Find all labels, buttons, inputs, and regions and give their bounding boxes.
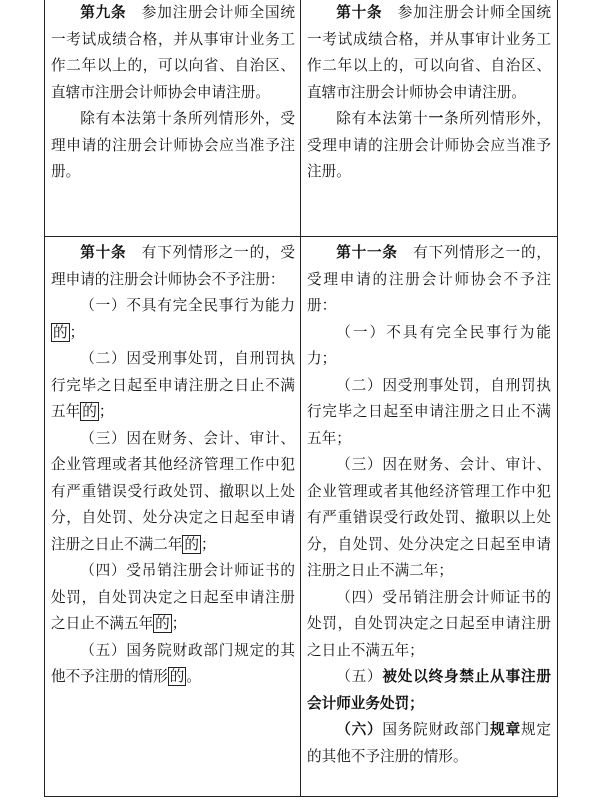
item-end: ； — [98, 403, 114, 420]
new-article-10-cell — [307, 0, 551, 186]
new-item-4: （四）受吊销注册会计师证书的处罚，自处罚决定之日起至申请注册之日止不满五年； — [307, 588, 551, 659]
item-text: 规定的其他不予注册的情形。 — [307, 721, 551, 765]
item-text: （三）因在财务、会计、审计、企业管理或者其他经济管理工作中犯有严重错误受行政处罚、撤职以上处分，自处罚、处分决定之日起至申请注册之日止不满二年 — [51, 429, 295, 553]
old-article-10-intro — [51, 240, 295, 293]
article-number: 第九条 — [80, 4, 127, 21]
old-item-2 — [51, 346, 295, 426]
article-text: 参加注册会计师全国统一考试成绩合格，并从事审计业务工作二年以上的，可以向省、自治区、直辖市注册会计师协会申请注册。 — [307, 4, 551, 101]
deleted-char-box: 的 — [184, 535, 199, 553]
new-article-10-para-2 — [307, 106, 551, 186]
inserted-text: 一 — [428, 110, 444, 127]
old-item-5 — [51, 638, 295, 691]
new-item-2: （二）因受刑事处罚，自刑罚执行完毕之日起至申请注册之日止不满五年； — [307, 376, 551, 447]
old-article-10-cell — [51, 240, 295, 691]
article-text: 有下列情形之一的，受理申请的注册会计师协会不予注册： — [307, 244, 551, 314]
new-item-1: （一）不具有完全民事行为能力； — [307, 323, 551, 367]
item-end: 。 — [186, 668, 201, 685]
old-item-1 — [51, 293, 295, 346]
new-item-5 — [307, 664, 551, 717]
old-item-3 — [51, 426, 295, 559]
item-end: ； — [200, 535, 216, 553]
article-number: 第十条 — [80, 244, 127, 261]
item-text: （二）因受刑事处罚，自刑罚执行完毕之日起至申请注册之日止不满五年 — [51, 350, 295, 420]
item-end: ； — [171, 615, 187, 632]
new-article-11-cell — [307, 240, 551, 770]
column-divider — [300, 0, 301, 796]
article-number: 第十一条 — [336, 244, 398, 261]
new-article-10-para-1 — [307, 0, 551, 106]
text-segment: 条所列情形外，受理申请的注册会计师协会应当准予注册。 — [307, 110, 551, 180]
deleted-char-box: 的 — [169, 668, 185, 685]
new-article-11-intro — [307, 240, 551, 320]
article-number: 第十条 — [336, 4, 383, 21]
comparison-table — [44, 0, 558, 797]
inserted-text: 规章 — [490, 721, 521, 738]
deleted-char-box: 的 — [53, 323, 68, 341]
old-article-9-para-1 — [51, 0, 295, 106]
old-article-9-cell — [51, 0, 295, 186]
inserted-text: 被处以终身禁止从事注册会计师业务处罚； — [307, 668, 551, 712]
old-article-9-para-2: 除有本法第十条所列情形外，受理申请的注册会计师协会应当准予注册。 — [51, 110, 295, 180]
item-text: （一）不具有完全民事行为能力 — [80, 297, 295, 314]
item-text: （五） — [336, 668, 383, 685]
item-end: ； — [69, 323, 85, 341]
text-segment: 除有本法第十 — [336, 110, 429, 127]
new-item-6 — [307, 717, 551, 770]
old-item-4 — [51, 558, 295, 638]
new-item-3: （三）因在财务、会计、审计、企业管理或者其他经济管理工作中犯有严重错误受行政处罚、撤职以上处分，自处罚、处分决定之日起至申请注册之日止不满二年； — [307, 456, 551, 579]
deleted-char-box: 的 — [155, 615, 170, 632]
inserted-label: （六） — [336, 721, 383, 738]
item-text: （四）受吊销注册会计师证书的处罚，自处罚决定之日起至申请注册之日止不满五年 — [51, 562, 295, 632]
item-text: 国务院财政部门 — [382, 721, 491, 738]
row-divider — [45, 236, 557, 237]
deleted-char-box: 的 — [82, 403, 97, 420]
article-text: 有下列情形之一的，受理申请的注册会计师协会不予注册： — [51, 244, 295, 288]
item-text: （五）国务院财政部门规定的其他不予注册的情形 — [51, 641, 295, 685]
article-text: 参加注册会计师全国统一考试成绩合格，并从事审计业务工作二年以上的，可以向省、自治区、直辖市注册会计师协会申请注册。 — [51, 4, 295, 101]
